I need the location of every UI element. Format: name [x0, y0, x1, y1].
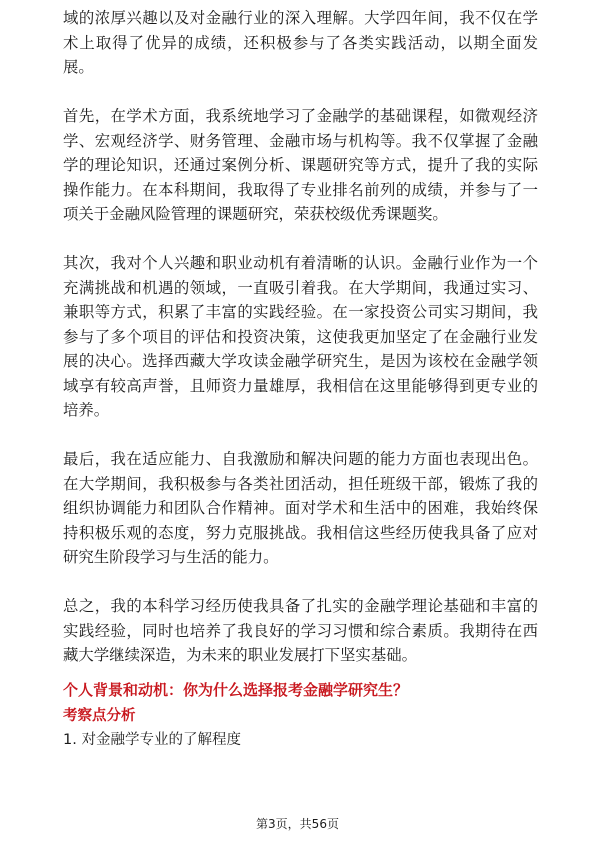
page-content: [63, 6, 538, 752]
analysis-heading: 考察点分析: [63, 707, 136, 724]
question-heading: 个人背景和动机：你为什么选择报考金融学研究生？: [63, 680, 409, 699]
paragraph-gap: [63, 227, 538, 252]
paragraph-academic: 首先，在学术方面，我系统地学习了金融学的基础课程，如微观经济学、宏观经济学、财务管理、金融市场与机构等。我不仅掌握了金融学的理论知识，还通过案例分析、课题研究等方式，提升了我的实际操作能力。在本科期间，我取得了专业排名前列的成绩，并参与了一项关于金融风险管理的课题研究，荣获校级优秀课题奖。: [63, 107, 538, 223]
paragraph-motivation: 其次，我对个人兴趣和职业动机有着清晰的认识。金融行业作为一个充满挑战和机遇的领域，一直吸引着我。在大学期间，我通过实习、兼职等方式，积累了丰富的实践经验。在一家投资公司实习期间，我参与了多个项目的评估和投资决策，这使我更加坚定了在金融行业发展的决心。选择西藏大学攻读金融学研究生，是因为该校在金融学领域享有较高声誉，且师资力量雄厚，我相信在这里能够得到更专业的培养。: [63, 254, 538, 419]
paragraph-gap: [63, 570, 538, 595]
paragraph-intro-continuation: 域的浓厚兴趣以及对金融行业的深入理解。大学四年间，我不仅在学术上取得了优异的成绩，还积极参与了各类实践活动，以期全面发展。: [63, 9, 538, 76]
paragraph-summary: 总之，我的本科学习经历使我具备了扎实的金融学理论基础和丰富的实践经验，同时也培养了我良好的学习习惯和综合素质。我期待在西藏大学继续深造，为未来的职业发展打下坚实基础。: [63, 597, 538, 664]
list-item: 1. 对金融学专业的了解程度: [63, 731, 241, 748]
paragraph-gap: [63, 80, 538, 105]
paragraph-abilities: 最后，我在适应能力、自我激励和解决问题的能力方面也表现出色。在大学期间，我积极参与各类社团活动，担任班级干部，锻炼了我的组织协调能力和团队合作精神。面对学术和生活中的困难，我始终保持积极乐观的态度，努力克服挑战。我相信这些经历使我具备了应对研究生阶段学习与生活的能力。: [63, 450, 538, 566]
paragraph-gap: [63, 423, 538, 448]
section-gap: [63, 668, 538, 678]
page-number-footer: 第3页，共56页: [256, 817, 339, 831]
